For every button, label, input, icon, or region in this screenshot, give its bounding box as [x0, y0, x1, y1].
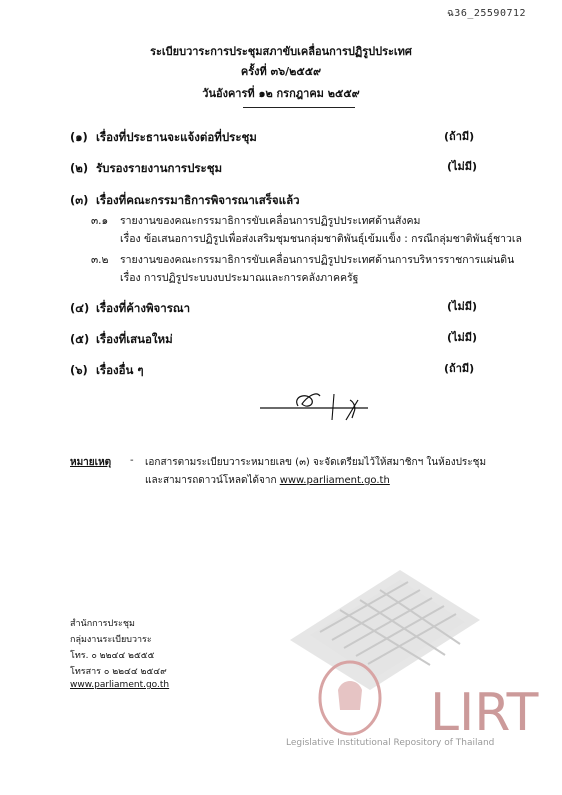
note-text-prefix: และสามารถดาวน์โหลดได้จาก [145, 475, 277, 486]
meeting-number: ครั้งที่ ๓๖/๒๕๕๙ [240, 65, 322, 78]
footer-office: สำนักการประชุม [70, 619, 135, 629]
agenda-number: (๕) [70, 332, 90, 346]
agenda-number: (๖) [70, 363, 88, 377]
sub-item-number: ๓.๑ [91, 215, 109, 227]
agenda-title: เรื่องที่ประธานจะแจ้งต่อที่ประชุม [96, 130, 257, 144]
lirt-watermark-logo [280, 560, 550, 750]
agenda-title: เรื่องที่คณะกรรมาธิการพิจารณาเสร็จแล้ว [96, 193, 300, 207]
agenda-number: (๔) [70, 301, 90, 315]
agenda-status: (ถ้ามี) [444, 362, 475, 375]
header-divider [243, 107, 355, 108]
document-id: ฉ36_25590712 [447, 8, 527, 19]
document-title: ระเบียบวาระการประชุมสภาขับเคลื่อนการปฏิรูปประเทศ [150, 45, 412, 58]
agenda-status: (ถ้ามี) [444, 130, 475, 143]
note-text: เอกสารตามระเบียบวาระหมายเลข (๓) จะจัดเตรียมไว้ให้สมาชิกฯ ในห้องประชุม [145, 457, 487, 468]
signature-mark [258, 386, 378, 426]
agenda-title: เรื่องอื่น ๆ [96, 363, 144, 377]
lirt-logo-text: LIRT [430, 683, 539, 743]
agenda-title: เรื่องที่ค้างพิจารณา [96, 301, 191, 315]
sub-item-text: เรื่อง การปฏิรูประบบงบประมาณและการคลังภาคครัฐ [120, 272, 359, 284]
note-text [145, 473, 390, 488]
sub-item-text: เรื่อง ข้อเสนอการปฏิรูปเพื่อส่งเสริมชุมชนกลุ่มชาติพันธุ์เข้มแข็ง : กรณีกลุ่มชาติพันธุ์ชาวเล [120, 233, 522, 245]
footer-phone: โทร. ๐ ๒๒๔๔ ๒๕๕๕ [70, 651, 155, 661]
sub-item-number: ๓.๒ [91, 254, 109, 266]
agenda-status: (ไม่มี) [447, 331, 478, 344]
agenda-title: รับรองรายงานการประชุม [96, 161, 223, 175]
footer-link[interactable]: www.parliament.go.th [70, 680, 170, 690]
agenda-number: (๒) [70, 161, 89, 175]
footer-fax: โทรสาร ๐ ๒๒๔๔ ๒๕๔๙ [70, 667, 167, 677]
sub-item-text: รายงานของคณะกรรมาธิการขับเคลื่อนการปฏิรูปประเทศด้านสังคม [120, 215, 421, 227]
agenda-title: เรื่องที่เสนอใหม่ [96, 332, 173, 346]
note-dash: - [130, 455, 134, 466]
note-label: หมายเหตุ [70, 457, 112, 468]
agenda-number: (๑) [70, 130, 88, 144]
parliament-link[interactable]: www.parliament.go.th [279, 475, 390, 486]
agenda-number: (๓) [70, 193, 89, 207]
agenda-status: (ไม่มี) [447, 300, 478, 313]
footer-group: กลุ่มงานระเบียบวาระ [70, 635, 152, 645]
agenda-status: (ไม่มี) [447, 160, 478, 173]
watermark-caption: Legislative Institutional Repository of Thailand [286, 738, 495, 748]
meeting-date: วันอังคารที่ ๑๒ กรกฎาคม ๒๕๕๙ [202, 87, 360, 100]
sub-item-text: รายงานของคณะกรรมาธิการขับเคลื่อนการปฏิรูปประเทศด้านการบริหารราชการแผ่นดิน [120, 254, 515, 266]
